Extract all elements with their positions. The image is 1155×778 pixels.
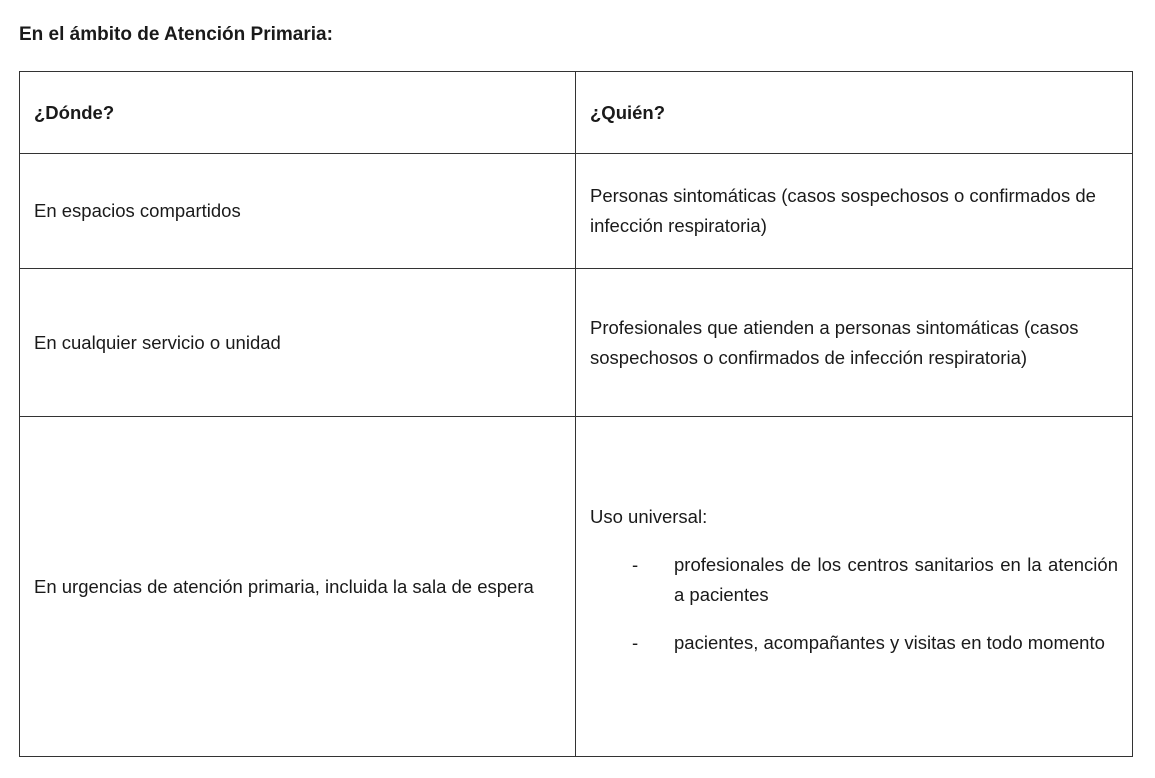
cell-where: En espacios compartidos (20, 154, 576, 269)
cell-who: Personas sintomáticas (casos sospechosos o confirmados de infección respiratoria) (576, 154, 1133, 269)
table-row (20, 154, 1133, 269)
cell-who: Profesionales que atienden a personas sintomáticas (casos sospechosos o confirmados de infección respiratoria) (576, 269, 1133, 417)
cell-where: En cualquier servicio o unidad (20, 269, 576, 417)
where-who-table (19, 71, 1133, 757)
list-item (590, 550, 1118, 610)
header-who: ¿Quién? (576, 72, 1133, 154)
cell-who (576, 417, 1133, 757)
cell-where: En urgencias de atención primaria, incluida la sala de espera (20, 417, 576, 757)
table-row (20, 417, 1133, 757)
who-intro: Uso universal: (590, 505, 708, 527)
table-row (20, 269, 1133, 417)
list-item-text: pacientes, acompañantes y visitas en todo momento (674, 631, 1105, 653)
dash-bullet: - (632, 553, 639, 575)
header-where: ¿Dónde? (20, 72, 576, 154)
list-item (590, 628, 1118, 658)
list-item-text: profesionales de los centros sanitarios en la atención a pacientes (674, 553, 1118, 605)
dash-bullet: - (632, 631, 639, 653)
who-list (590, 550, 1118, 658)
section-heading: En el ámbito de Atención Primaria: (19, 24, 333, 45)
table-header-row (20, 72, 1133, 154)
